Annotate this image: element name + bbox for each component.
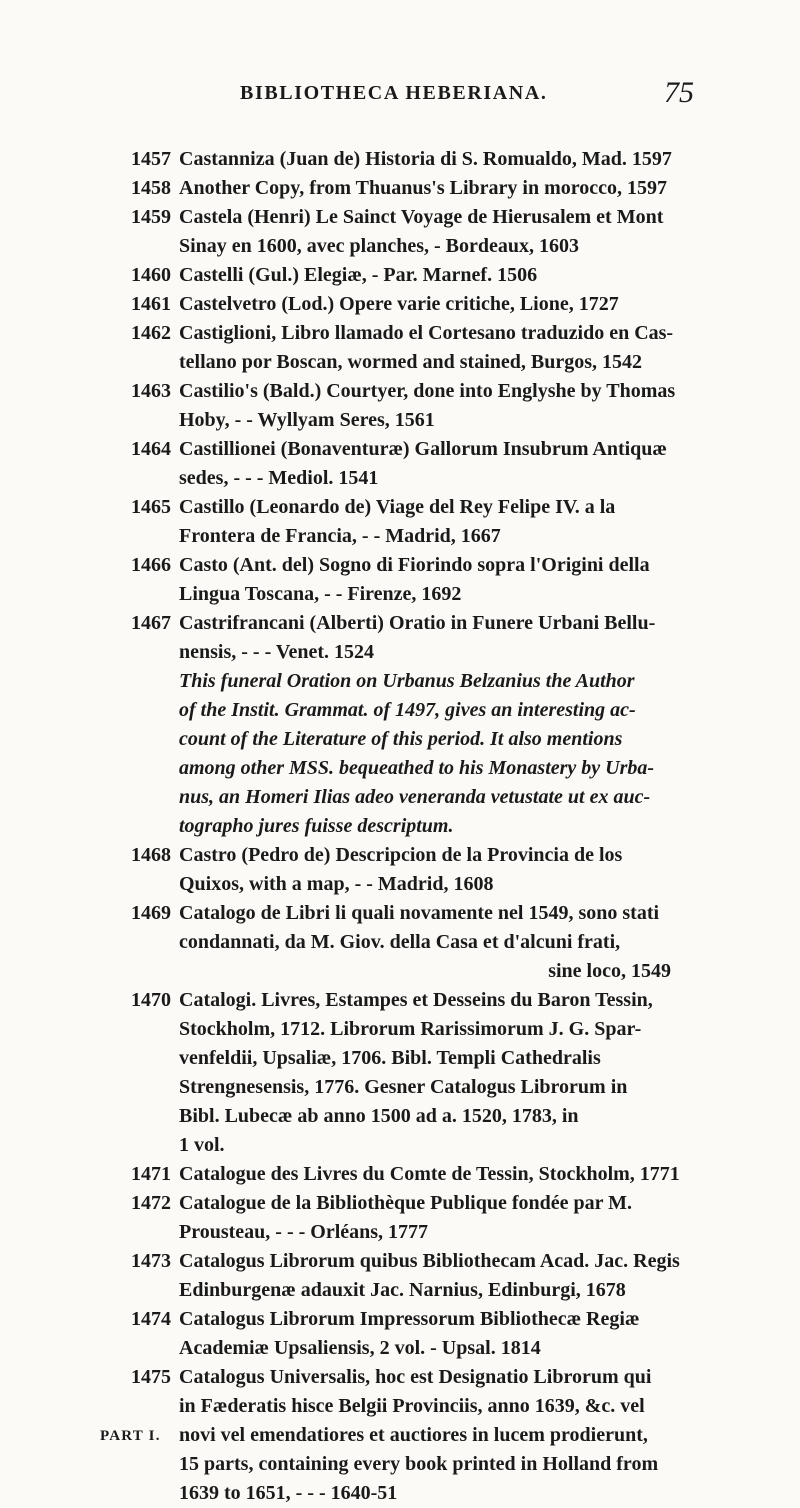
entry-1466 bbox=[131, 551, 671, 609]
entry-number: 1473 bbox=[131, 1250, 171, 1272]
entry-text: Castelli (Gul.) Elegiæ, - Par. Marnef. 1506 bbox=[179, 264, 538, 286]
entry-number: 1468 bbox=[131, 844, 171, 866]
entry-1471 bbox=[131, 1160, 680, 1189]
entry-text: Castanniza (Juan de) Historia di S. Romualdo, Mad. 1597 bbox=[179, 148, 672, 170]
entry-text: in Fæderatis hisce Belgii Provinciis, anno 1639, &c. vel bbox=[179, 1395, 645, 1417]
entry-number: 1470 bbox=[131, 989, 171, 1011]
entry-text: Edinburgenæ adauxit Jac. Narnius, Edinburgi, 1678 bbox=[179, 1279, 626, 1301]
entry-1473 bbox=[131, 1247, 680, 1305]
note-line: of the Instit. Grammat. of 1497, gives an interesting ac- bbox=[179, 699, 636, 721]
entry-text: Castilio's (Bald.) Courtyer, done into Englyshe by Thomas bbox=[179, 380, 676, 402]
entry-text: Sinay en 1600, avec planches, - Bordeaux, 1603 bbox=[179, 235, 580, 257]
entry-note bbox=[179, 667, 671, 841]
entry-text: novi vel emendatiores et auctiores in lucem prodierunt, bbox=[179, 1424, 648, 1446]
catalogue-entries bbox=[131, 145, 680, 1508]
entry-text: Lingua Toscana, - - Firenze, 1692 bbox=[179, 583, 462, 605]
entry-number: 1464 bbox=[131, 438, 171, 460]
entry-number: 1472 bbox=[131, 1192, 171, 1214]
entry-text: Castelvetro (Lod.) Opere varie critiche, Lione, 1727 bbox=[179, 293, 619, 315]
entry-text: Catalogus Librorum quibus Bibliothecam Acad. Jac. Regis bbox=[179, 1250, 680, 1272]
entry-1467 bbox=[131, 609, 671, 841]
entry-text: Catalogue de la Bibliothèque Publique fondée par M. bbox=[179, 1192, 633, 1214]
note-line: nus, an Homeri Ilias adeo veneranda vetustate ut ex auc- bbox=[179, 786, 651, 808]
entry-text: Casto (Ant. del) Sogno di Fiorindo sopra l'Origini della bbox=[179, 554, 650, 576]
entry-text: venfeldii, Upsaliæ, 1706. Bibl. Templi Cathedralis bbox=[179, 1047, 601, 1069]
entry-number: 1467 bbox=[131, 612, 171, 634]
entry-text: Catalogo de Libri li quali novamente nel 1549, sono stati bbox=[179, 902, 660, 924]
entry-1457 bbox=[131, 145, 671, 174]
entry-text: Catalogus Librorum Impressorum Bibliothecæ Regiæ bbox=[179, 1308, 640, 1330]
entry-text: condannati, da M. Giov. della Casa et d'alcuni frati, bbox=[179, 931, 621, 953]
entry-1464 bbox=[131, 435, 671, 493]
entry-1469 bbox=[131, 899, 671, 986]
entry-1468 bbox=[131, 841, 671, 899]
entry-text: sine loco, 1549 bbox=[548, 960, 671, 982]
entry-number: 1463 bbox=[131, 380, 171, 402]
entry-1465 bbox=[131, 493, 671, 551]
entry-1463 bbox=[131, 377, 676, 435]
entry-text: Strengnesensis, 1776. Gesner Catalogus Librorum in bbox=[179, 1076, 628, 1098]
entry-text: Castrifrancani (Alberti) Oratio in Funere Urbani Bellu- bbox=[179, 612, 656, 634]
entry-1462 bbox=[131, 319, 674, 377]
entry-text: 1 vol. bbox=[179, 1134, 225, 1156]
entry-1458 bbox=[131, 174, 671, 203]
entry-number: 1466 bbox=[131, 554, 171, 576]
entry-text: Frontera de Francia, - - Madrid, 1667 bbox=[179, 525, 501, 547]
entry-text: Castiglioni, Libro llamado el Cortesano traduzido en Cas- bbox=[179, 322, 674, 344]
entry-text: Castela (Henri) Le Sainct Voyage de Hierusalem et Mont bbox=[179, 206, 664, 228]
entry-1459 bbox=[131, 203, 671, 261]
entry-text: sedes, - - - Mediol. 1541 bbox=[179, 467, 379, 489]
entry-number: 1458 bbox=[131, 177, 171, 199]
entry-text: Catalogue des Livres du Comte de Tessin, Stockholm, 1771 bbox=[179, 1163, 680, 1185]
entry-1472 bbox=[131, 1189, 671, 1247]
note-line: among other MSS. bequeathed to his Monastery by Urba- bbox=[179, 757, 655, 779]
entry-number: 1460 bbox=[131, 264, 171, 286]
entry-number: 1465 bbox=[131, 496, 171, 518]
running-head: BIBLIOTHECA HEBERIANA. bbox=[240, 82, 548, 104]
entry-number: 1459 bbox=[131, 206, 171, 228]
entry-text: tellano por Boscan, wormed and stained, Burgos, 1542 bbox=[179, 351, 643, 373]
entry-number: 1462 bbox=[131, 322, 171, 344]
entry-text: Academiæ Upsaliensis, 2 vol. - Upsal. 1814 bbox=[179, 1337, 541, 1359]
entry-text: Another Copy, from Thuanus's Library in morocco, 1597 bbox=[179, 177, 668, 199]
entry-text: Hoby, - - Wyllyam Seres, 1561 bbox=[179, 409, 435, 431]
entry-number: 1471 bbox=[131, 1163, 171, 1185]
entry-number: 1475 bbox=[131, 1366, 171, 1388]
entry-text: Castillo (Leonardo de) Viage del Rey Felipe IV. a la bbox=[179, 496, 616, 518]
entry-text: Catalogus Universalis, hoc est Designatio Librorum qui bbox=[179, 1366, 652, 1388]
entry-text: Stockholm, 1712. Librorum Rarissimorum J. G. Spar- bbox=[179, 1018, 642, 1040]
entry-text: Bibl. Lubecæ ab anno 1500 ad a. 1520, 1783, in bbox=[179, 1105, 579, 1127]
entry-text: 1639 to 1651, - - - 1640-51 bbox=[179, 1482, 398, 1504]
entry-1460 bbox=[131, 261, 671, 290]
entry-1470 bbox=[131, 986, 671, 1160]
entry-1474 bbox=[131, 1305, 671, 1363]
entry-number: 1469 bbox=[131, 902, 171, 924]
entry-1461 bbox=[131, 290, 671, 319]
entry-text: Castro (Pedro de) Descripcion de la Provincia de los bbox=[179, 844, 623, 866]
entry-number: 1457 bbox=[131, 148, 171, 170]
entry-text: Quixos, with a map, - - Madrid, 1608 bbox=[179, 873, 494, 895]
entry-text: Castillionei (Bonaventuræ) Gallorum Insubrum Antiquæ bbox=[179, 438, 667, 460]
entry-text: Prousteau, - - - Orléans, 1777 bbox=[179, 1221, 429, 1243]
note-line: count of the Literature of this period. It also mentions bbox=[179, 728, 623, 750]
page-header bbox=[0, 76, 800, 112]
entry-number: 1474 bbox=[131, 1308, 171, 1330]
note-line: tographo jures fuisse descriptum. bbox=[179, 815, 454, 837]
signature-mark: PART I. bbox=[100, 1428, 161, 1444]
entry-text: nensis, - - - Venet. 1524 bbox=[179, 641, 375, 663]
note-line: This funeral Oration on Urbanus Belzanius the Author bbox=[179, 670, 635, 692]
entry-number: 1461 bbox=[131, 293, 171, 315]
entry-1475 bbox=[131, 1363, 671, 1508]
entry-text: Catalogi. Livres, Estampes et Desseins du Baron Tessin, bbox=[179, 989, 653, 1011]
entry-text: 15 parts, containing every book printed in Holland from bbox=[179, 1453, 659, 1475]
page-number: 75 bbox=[664, 76, 694, 109]
